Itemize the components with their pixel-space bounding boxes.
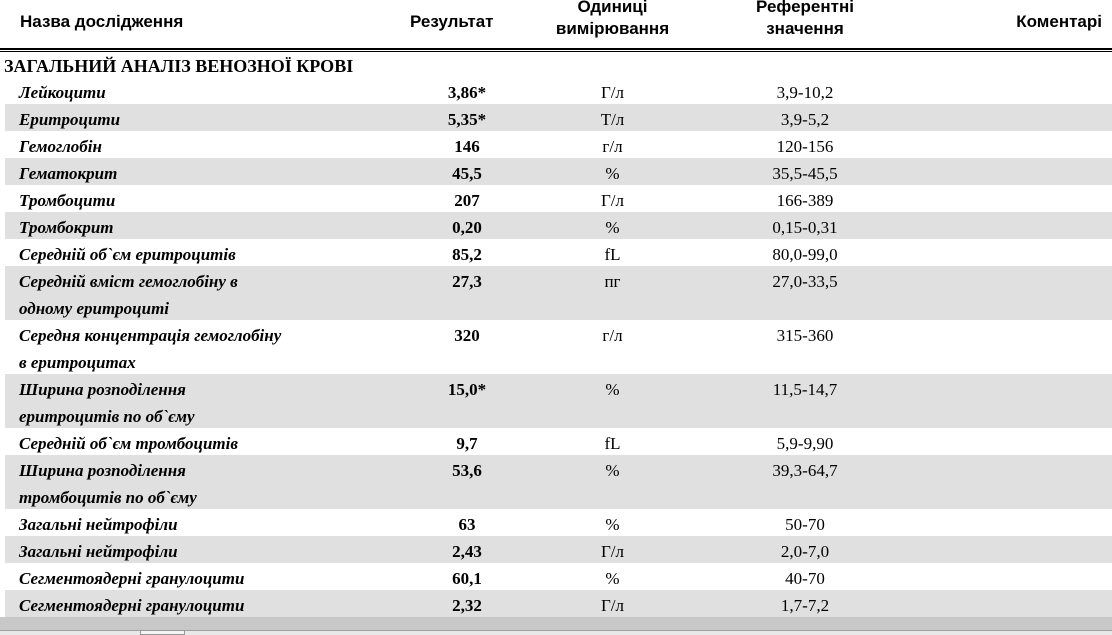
table-row [5,104,1112,131]
table-row [5,509,1112,536]
header-name: Назва дослідження [20,12,184,31]
test-result: 9,7 [456,434,478,453]
test-result: 2,32 [452,596,482,615]
test-reference: 166-389 [776,191,834,210]
test-unit: % [605,461,620,480]
test-name-line: Ширина розподілення [19,461,186,480]
test-name [19,430,349,457]
header-ref-line2: значення [766,19,844,38]
test-name [19,592,349,619]
test-name-line: Середня концентрація гемоглобіну [19,326,282,345]
test-name [19,322,349,376]
test-result: 146 [454,137,480,156]
test-name-line: Тромбоцити [19,191,116,210]
test-unit: % [605,380,620,399]
test-unit: Г/л [600,83,625,102]
test-name-line: Гемоглобін [19,137,102,156]
table-row [5,158,1112,185]
test-reference: 315-360 [776,326,834,345]
test-name-line: Еритроцити [19,110,121,129]
header-result: Результат [410,12,494,31]
table-row [5,536,1112,563]
section-title: ЗАГАЛЬНИЙ АНАЛІЗ ВЕНОЗНОЇ КРОВІ [4,56,354,76]
test-result: 320 [454,326,480,345]
test-unit: Г/л [600,191,625,210]
test-reference: 120-156 [776,137,834,156]
test-result: 60,1 [452,569,482,588]
test-name-line: Середній вміст гемоглобіну в [19,272,238,291]
test-name [19,79,349,106]
test-result: 2,43 [452,542,482,561]
test-name-line: Лейкоцити [19,83,106,102]
table-row [5,185,1112,212]
test-name-line: Середній об`єм еритроцитів [19,245,236,264]
table-row [5,320,1112,374]
test-reference: 27,0-33,5 [772,272,838,291]
test-reference: 11,5-14,7 [772,380,838,399]
test-reference: 35,5-45,5 [772,164,838,183]
header-ref [735,0,875,40]
test-name-line: Тромбокрит [19,218,114,237]
test-name-line: одному еритроциті [19,299,170,318]
test-name [19,160,349,187]
test-reference: 50-70 [785,515,825,534]
test-unit: Г/л [600,542,625,561]
test-unit: fL [604,245,621,264]
header-divider [0,48,1112,52]
test-name-line: Сегментоядерні гранулоцити [19,596,245,615]
test-result: 5,35* [447,110,487,129]
header-units-line2: вимірювання [555,19,670,38]
table-header [0,0,1112,48]
test-name-line: Загальні нейтрофіли [19,515,178,534]
test-reference: 3,9-10,2 [776,83,834,102]
test-result: 53,6 [452,461,482,480]
test-name-line: Середній об`єм тромбоцитів [19,434,238,453]
test-result: 63 [458,515,476,534]
table-row [5,131,1112,158]
test-reference: 40-70 [785,569,825,588]
test-name [19,511,349,538]
test-unit: % [605,515,620,534]
test-name-line: Сегментоядерні гранулоцити [19,569,245,588]
header-units [540,0,685,40]
test-name [19,187,349,214]
test-result: 45,5 [452,164,482,183]
test-unit: % [605,569,620,588]
scrollbar-thumb[interactable] [140,630,185,635]
table-row [5,77,1112,104]
test-reference: 5,9-9,90 [776,434,834,453]
table-row [5,212,1112,239]
test-reference: 80,0-99,0 [772,245,838,264]
test-unit: г/л [602,137,623,156]
test-name-line: Гематокрит [19,164,118,183]
test-result: 27,3 [452,272,482,291]
test-name-line: Загальні нейтрофіли [19,542,178,561]
test-name-line: в еритроцитах [19,353,136,372]
test-reference: 0,15-0,31 [772,218,838,237]
test-name [19,565,349,592]
test-result: 0,20 [452,218,482,237]
table-row [5,239,1112,266]
test-reference: 39,3-64,7 [772,461,838,480]
header-comments: Коментарі [1016,12,1102,31]
test-name [19,268,349,322]
table-row [5,455,1112,509]
test-name [19,133,349,160]
test-unit: Т/л [600,110,625,129]
test-unit: пг [604,272,621,291]
page-gap [0,617,1112,630]
table-row [5,428,1112,455]
header-ref-line1: Референтні [756,0,854,16]
test-unit: % [605,218,620,237]
test-reference: 2,0-7,0 [780,542,830,561]
table-row [5,374,1112,428]
table-row [5,266,1112,320]
test-unit: fL [604,434,621,453]
test-unit: г/л [602,326,623,345]
test-result: 3,86* [447,83,487,102]
test-result: 15,0* [447,380,487,399]
test-unit: Г/л [600,596,625,615]
test-reference: 3,9-5,2 [780,110,830,129]
test-result: 207 [454,191,480,210]
test-name [19,376,349,430]
table-row [5,590,1112,617]
test-name [19,241,349,268]
test-name [19,538,349,565]
test-name-line: тромбоцитів по об`єму [19,488,197,507]
test-name-line: Ширина розподілення [19,380,186,399]
header-units-line1: Одиниці [577,0,648,16]
test-result: 85,2 [452,245,482,264]
test-name [19,457,349,511]
test-name-line: еритроцитів по об`єму [19,407,195,426]
test-unit: % [605,164,620,183]
test-name [19,214,349,241]
test-name [19,106,349,133]
table-row [5,563,1112,590]
test-reference: 1,7-7,2 [780,596,830,615]
